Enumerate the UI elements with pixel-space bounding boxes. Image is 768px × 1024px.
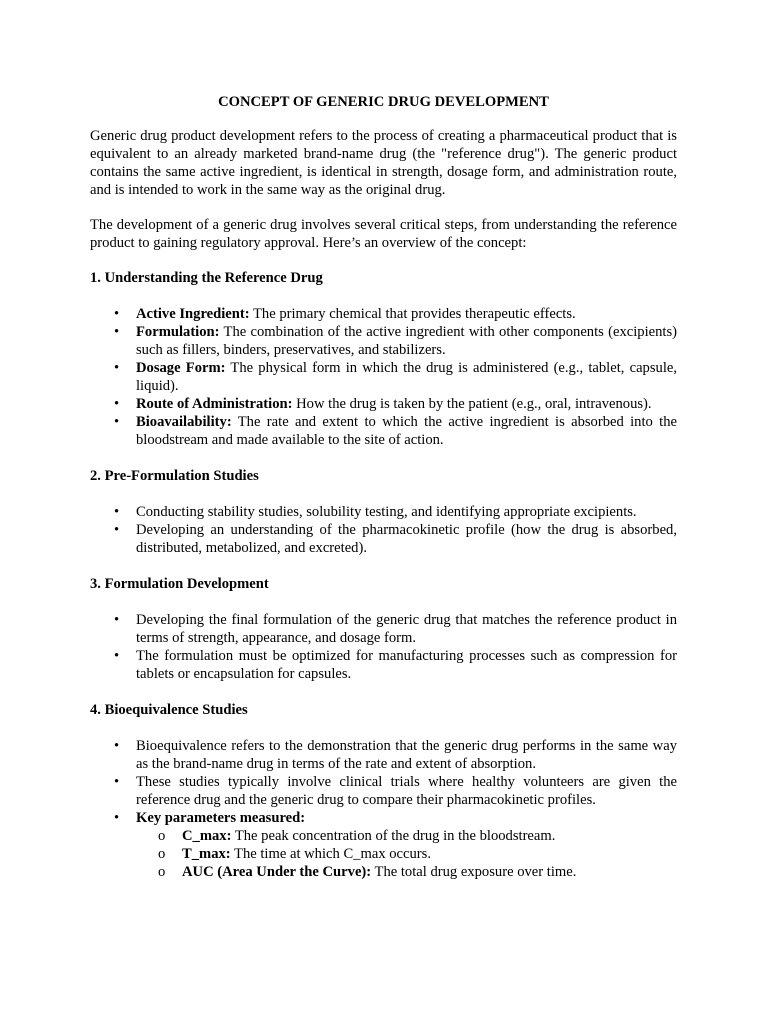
item-term: T_max: [182,846,231,862]
list-item [90,413,677,449]
item-term: C_max: [182,828,232,844]
list-item [90,521,677,557]
intro-paragraph-1: Generic drug product development refers to the process of creating a pharmaceutical product that is equivalent to an already marketed brand-name drug (the "reference drug"). The generic product contains the same active ingredient, is identical in strength, dosage form, and administration route, and is intended to work in the same way as the original drug. [90,128,677,198]
section-heading: 2. Pre-Formulation Studies [90,468,259,484]
bullet-icon: • [114,774,120,790]
item-text: The physical form in which the drug is administered (e.g., tablet, capsule, liquid). [136,360,678,394]
item-term: Route of Administration: [136,396,293,412]
bullet-icon: • [114,414,120,430]
item-term: AUC (Area Under the Curve): [182,864,372,880]
circle-bullet-icon: o [158,864,166,880]
bullet-icon: • [114,306,120,322]
item-text: The time at which C_max occurs. [230,846,431,862]
list-item [90,737,677,773]
bullet-icon: • [114,504,120,520]
item-term: Dosage Form: [136,360,226,376]
sub-list-item [136,863,677,881]
sub-bullet-list [136,827,677,881]
bullet-icon: • [114,612,120,628]
item-text: The rate and extent to which the active ingredient is absorbed into the bloodstream and made available to the site of action. [136,414,677,448]
item-text: The primary chemical that provides therapeutic effects. [249,306,576,322]
item-text: Developing an understanding of the pharmacokinetic profile (how the drug is absorbed, distributed, metabolized, and excreted). [136,522,677,556]
bullet-icon: • [114,522,120,538]
list-item [90,611,677,647]
section-bullet-list [90,305,677,449]
sub-list-item [136,845,677,863]
bullet-icon: • [114,648,120,664]
intro-paragraph-2: The development of a generic drug involves several critical steps, from understanding the reference product to gaining regulatory approval. Here’s an overview of the concept: [90,217,677,251]
circle-bullet-icon: o [158,846,166,862]
section-bullet-list [90,503,677,557]
list-item [90,395,677,413]
item-text: The peak concentration of the drug in the bloodstream. [231,828,556,844]
list-item [90,773,677,809]
bullet-icon: • [114,810,120,826]
section-heading: 3. Formulation Development [90,576,269,592]
section-bullet-list [90,611,677,683]
item-text: How the drug is taken by the patient (e.g., oral, intravenous). [292,396,652,412]
list-item [90,647,677,683]
sub-list-item [136,827,677,845]
item-text: The formulation must be optimized for manufacturing processes such as compression for tablets or encapsulation for capsules. [136,648,677,682]
section-bullet-list [90,737,677,881]
list-item [90,305,677,323]
item-term: Key parameters measured: [136,810,306,826]
item-text: These studies typically involve clinical trials where healthy volunteers are given the reference drug and the generic drug to compare their pharmacokinetic profiles. [136,774,677,808]
section-heading: 4. Bioequivalence Studies [90,702,248,718]
item-text: The combination of the active ingredient with other components (excipients) such as fillers, binders, preservatives, and stabilizers. [136,324,677,358]
item-text: The total drug exposure over time. [371,864,577,880]
bullet-icon: • [114,738,120,754]
item-text: Developing the final formulation of the generic drug that matches the reference product in terms of strength, appearance, and dosage form. [136,612,677,646]
list-item [90,359,677,395]
list-item [90,503,677,521]
list-item [90,323,677,359]
circle-bullet-icon: o [158,828,166,844]
item-term: Active Ingredient: [136,306,250,322]
bullet-icon: • [114,396,120,412]
list-item [90,809,677,881]
document-page [90,93,677,899]
item-text: Bioequivalence refers to the demonstration that the generic drug performs in the same way as the brand-name drug in terms of the rate and extent of absorption. [136,738,677,772]
bullet-icon: • [114,324,120,340]
item-text: Conducting stability studies, solubility testing, and identifying appropriate excipients. [136,504,637,520]
item-term: Formulation: [136,324,220,340]
item-term: Bioavailability: [136,414,232,430]
section-heading: 1. Understanding the Reference Drug [90,270,323,286]
bullet-icon: • [114,360,120,376]
document-title: CONCEPT OF GENERIC DRUG DEVELOPMENT [218,94,549,110]
